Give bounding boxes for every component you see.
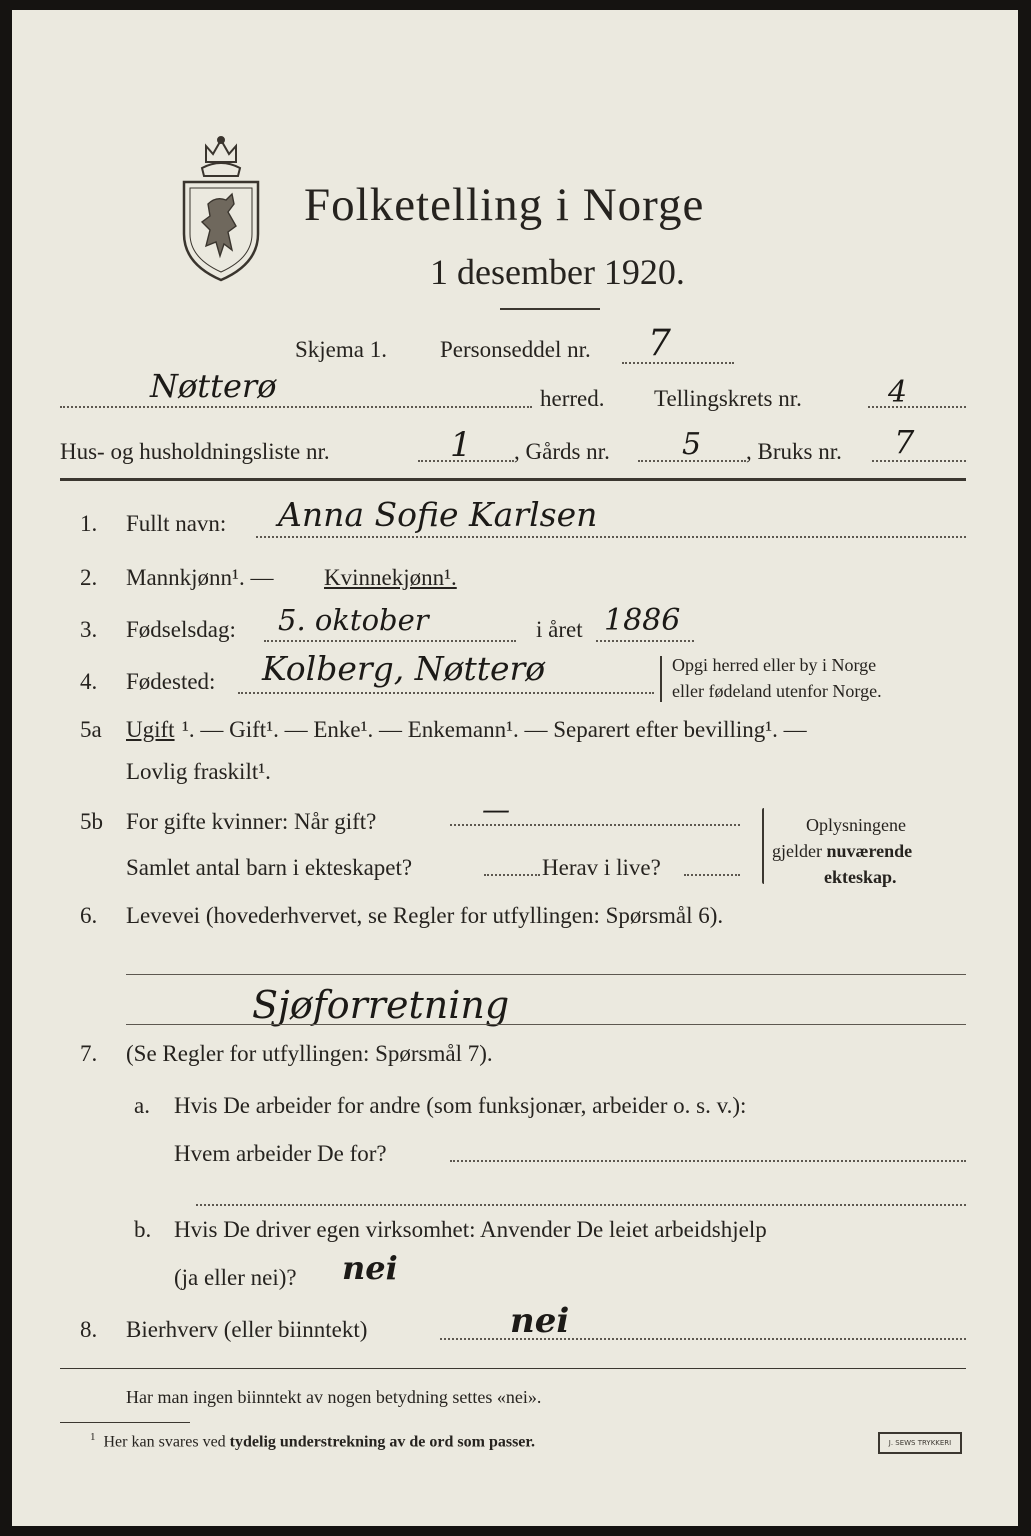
q7a-extra-line	[196, 1204, 966, 1206]
printer-stamp	[878, 1432, 962, 1454]
personseddel-value: 7	[648, 323, 671, 364]
q5a-ugift-underlined: Ugift	[126, 717, 175, 742]
q8-number: 8.	[80, 1317, 98, 1342]
q5b-note-line2	[772, 842, 912, 860]
gards-label: , Gårds nr.	[514, 439, 610, 464]
hus-label: Hus- og husholdningsliste nr.	[60, 439, 330, 464]
census-form	[12, 10, 1018, 1526]
tellingskrets-line	[868, 406, 966, 408]
q7b-letter: b.	[134, 1217, 152, 1242]
hus-value: 1	[450, 425, 472, 465]
birth-day-value: 5. oktober	[278, 603, 429, 637]
q5b-brace	[762, 808, 764, 884]
q4-note-line2: eller fødeland utenfor Norge.	[672, 681, 882, 701]
q5b-barn-label: Samlet antal barn i ekteskapet?	[126, 855, 413, 880]
full-name-value: Anna Sofie Karlsen	[278, 495, 598, 534]
q1-label: Fullt navn:	[126, 511, 227, 536]
footer-note: Har man ingen biinntekt av nogen betydning settes «nei».	[126, 1387, 542, 1407]
birthplace-value: Kolberg, Nøtterø	[262, 649, 546, 688]
q2-kvinne-underlined: Kvinnekjønn¹.	[324, 565, 457, 590]
q5b-note-line3: ekteskap.	[824, 867, 897, 887]
q2-mann: Mannkjønn¹. —	[126, 565, 274, 590]
q6-label: Levevei (hovederhvervet, se Regler for utfyllingen: Spørsmål 6).	[126, 903, 724, 928]
q8-label: Bierhverv (eller biinntekt)	[126, 1317, 368, 1342]
q7b-line1: Hvis De driver egen virksomhet: Anvender De leiet arbeidshjelp	[174, 1217, 767, 1242]
q6-line2	[126, 1024, 966, 1025]
census-date: 1 desember 1920.	[430, 252, 685, 292]
q5a-number: 5a	[80, 717, 102, 742]
q7a-letter: a.	[134, 1093, 150, 1118]
q5b-number: 5b	[80, 809, 103, 834]
q4-line	[238, 692, 654, 694]
q2-number: 2.	[80, 565, 98, 590]
header-divider	[60, 478, 966, 481]
q3-day-line	[264, 640, 516, 642]
skjema-label: Skjema 1.	[295, 337, 387, 362]
herred-value: Nøtterø	[150, 367, 277, 405]
bruks-label: , Bruks nr.	[746, 439, 842, 464]
q5b-live-line	[684, 874, 740, 876]
q6-number: 6.	[80, 903, 98, 928]
q6-line1	[126, 974, 966, 975]
gards-value: 5	[682, 427, 702, 462]
q5b-note-line1: Oplysningene	[806, 815, 906, 835]
herred-label: herred.	[540, 386, 605, 411]
birth-year-value: 1886	[604, 603, 681, 638]
q5b-gift-label: For gifte kvinner: Når gift?	[126, 809, 377, 834]
footnote-divider	[60, 1422, 190, 1423]
q5a-options: ¹. — Gift¹. — Enke¹. — Enkemann¹. — Separert efter bevilling¹. —	[182, 717, 807, 742]
q3-year-label: i året	[536, 617, 583, 642]
q4-brace	[660, 656, 662, 702]
q5b-note-bold: nuværende	[826, 841, 913, 861]
q7a-answer-line	[450, 1160, 966, 1162]
tellingskrets-label: Tellingskrets nr.	[654, 386, 802, 411]
q4-number: 4.	[80, 669, 98, 694]
footer-divider	[60, 1368, 966, 1369]
q7b-line2: (ja eller nei)?	[174, 1265, 297, 1290]
bruks-value: 7	[894, 423, 915, 461]
personseddel-label: Personseddel nr.	[440, 337, 591, 362]
q5a-line2: Lovlig fraskilt¹.	[126, 759, 271, 784]
footnote-bold: tydelig understrekning av de ord som passer.	[229, 1433, 536, 1451]
q1-line	[256, 536, 966, 538]
title-divider	[500, 308, 600, 310]
q3-number: 3.	[80, 617, 98, 642]
q3-year-line	[596, 640, 694, 642]
tellingskrets-value: 4	[888, 375, 908, 410]
coat-of-arms-icon	[176, 134, 266, 284]
footnote-text: Her kan svares ved	[103, 1433, 230, 1451]
side-income-value: nei	[510, 1301, 570, 1341]
bruks-line	[872, 460, 966, 462]
q4-note-line1: Opgi herred eller by i Norge	[672, 655, 877, 675]
q4-label: Fødested:	[126, 669, 216, 694]
q7-label: (Se Regler for utfyllingen: Spørsmål 7).	[126, 1041, 493, 1066]
footnote	[90, 1432, 535, 1450]
q7a-line1: Hvis De arbeider for andre (som funksjonær, arbeider o. s. v.):	[174, 1093, 747, 1118]
printer-stamp-text: J. SEWS TRYKKERI	[888, 1439, 952, 1447]
q1-number: 1.	[80, 511, 98, 536]
form-title: Folketelling i Norge	[304, 179, 705, 231]
q5b-live-label: Herav i live?	[542, 855, 661, 880]
q5b-note-gjelder: gjelder	[772, 841, 827, 861]
q7-number: 7.	[80, 1041, 98, 1066]
q3-label: Fødselsdag:	[126, 617, 236, 642]
q5b-barn-line	[484, 874, 540, 876]
occupation-value: Sjøforretning	[252, 983, 510, 1027]
q7a-line2: Hvem arbeider De for?	[174, 1141, 387, 1166]
herred-line	[60, 406, 532, 408]
personseddel-line	[622, 362, 734, 364]
married-when-value: —	[482, 793, 510, 826]
footnote-number: 1	[90, 1431, 96, 1443]
hired-help-value: nei	[342, 1249, 398, 1287]
